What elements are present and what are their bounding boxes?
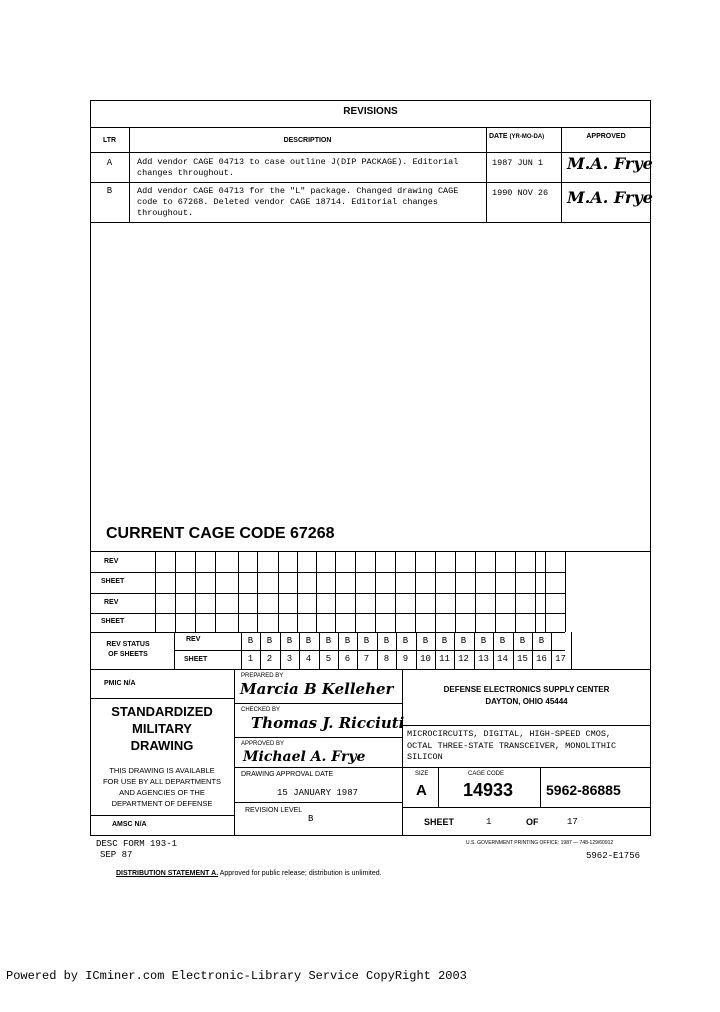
grid-column-line (335, 551, 336, 632)
divider (90, 152, 651, 153)
grid-column-line (375, 551, 376, 632)
grid-column-line (215, 551, 216, 632)
size-value: A (416, 782, 427, 799)
drawing-number: 5962-86885 (546, 782, 621, 798)
status-rev-cell: B (266, 636, 273, 646)
prepared-by-label: PREPARED BY (241, 673, 284, 679)
status-sheet-cell: 6 (344, 654, 351, 664)
status-sheet-cell: 12 (458, 654, 469, 664)
grid-column-line (495, 551, 496, 632)
grid-rev-label: REV (104, 599, 119, 606)
status-rev-cell: B (480, 636, 487, 646)
divider (234, 802, 402, 803)
rev-date: 1987 JUN 1 (492, 158, 544, 168)
divider (486, 127, 487, 222)
grid-column-line (515, 551, 516, 632)
divider (90, 698, 234, 699)
divider (90, 127, 651, 128)
status-sheet-cell: 3 (286, 654, 293, 664)
approval-date-label: DRAWING APPROVAL DATE (241, 771, 334, 778)
grid-column-line (435, 551, 436, 632)
gpo-notice: U.S. GOVERNMENT PRINTING OFFICE: 1987 — 748-129/60912 (466, 840, 614, 846)
status-rev-cell: B (247, 636, 254, 646)
status-rev-cell: B (286, 636, 293, 646)
status-sheet-cell: 5 (325, 654, 332, 664)
status-column-line (571, 632, 572, 669)
grid-column-line (175, 551, 176, 632)
sheet-number: 1 (486, 817, 492, 827)
status-rev-cell: B (305, 636, 312, 646)
grid-column-line (455, 551, 456, 632)
status-rev-cell: B (538, 636, 545, 646)
grid-rev-label: REV (104, 558, 119, 565)
status-sheet-cell: 7 (363, 654, 370, 664)
status-rev-cell: B (499, 636, 506, 646)
grid-column-line (535, 551, 536, 632)
approved-by-signature: Michael A. Frye (243, 749, 366, 765)
status-sheet-cell: 16 (536, 654, 547, 664)
col-approved: APPROVED (586, 133, 626, 140)
status-sheet-cell: 4 (305, 654, 312, 664)
cage-code-label: CAGE CODE (468, 771, 505, 777)
status-rev-cell: B (441, 636, 448, 646)
status-sheet-cell: 13 (478, 654, 489, 664)
divider (90, 669, 651, 670)
grid-sheet-label: SHEET (101, 578, 125, 585)
sheet-label: SHEET (424, 817, 455, 827)
divider (438, 767, 439, 807)
rev-approved-signature: M.A. Frye (567, 188, 653, 207)
status-sheet-cell: 2 (266, 654, 273, 664)
status-rev-cell: B (422, 636, 429, 646)
rev-description: Add vendor CAGE 04713 for the "L" package. Changed drawing CAGE code to 67268. Deleted vendor CAGE 18714. Editorial changes throughout. (137, 186, 459, 218)
grid-column-line (565, 551, 566, 632)
status-rev-cell: B (325, 636, 332, 646)
divider (90, 572, 565, 573)
divider (234, 703, 402, 704)
status-sheet-row (241, 650, 571, 669)
grid-column-line (238, 551, 239, 632)
grid-column-line (195, 551, 196, 632)
divider (402, 767, 403, 836)
amsc: AMSC N/A (112, 821, 147, 828)
rev-approved-signature: M.A. Frye (567, 154, 653, 173)
divider (174, 632, 175, 669)
status-rev-label: REV (186, 636, 201, 643)
grid-column-line (278, 551, 279, 632)
center-address: DAYTON, OHIO 45444 (485, 697, 568, 706)
grid-column-line (316, 551, 317, 632)
current-cage-code: CURRENT CAGE CODE 67268 (106, 525, 335, 542)
sheet-total: 17 (567, 817, 578, 827)
divider (90, 815, 234, 816)
drawing-title: MICROCIRCUITS, DIGITAL, HIGH-SPEED CMOS, OCTAL THREE-STATE TRANSCEIVER, MONOLITHIC SILICON (407, 729, 617, 762)
pmic: PMIC N/A (104, 680, 136, 687)
status-sheet-cell: 1 (247, 654, 254, 664)
status-rev-cell: B (344, 636, 351, 646)
status-sheet-cell: 14 (497, 654, 508, 664)
size-label: SIZE (415, 771, 429, 777)
col-description: DESCRIPTION (283, 137, 332, 144)
status-sheet-cell: 9 (402, 654, 409, 664)
status-sheet-cell: 11 (439, 654, 450, 664)
status-rev-cell: B (519, 636, 526, 646)
status-rev-cell: B (363, 636, 370, 646)
col-date-sub: (YR-MO-DA) (509, 134, 545, 140)
status-rev-cell: B (460, 636, 467, 646)
grid-column-line (297, 551, 298, 632)
center-name: DEFENSE ELECTRONICS SUPPLY CENTER (443, 685, 610, 694)
divider (561, 127, 562, 222)
revisions-title: REVISIONS (343, 106, 398, 117)
grid-column-line (395, 551, 396, 632)
divider (234, 767, 651, 768)
approved-by-label: APPROVED BY (241, 741, 285, 747)
status-sheet-cell: 8 (383, 654, 390, 664)
status-sheet-cell: 17 (555, 654, 566, 664)
checked-by-signature: Thomas J. Ricciuti (251, 714, 405, 732)
grid-column-line (545, 551, 546, 632)
divider (90, 593, 565, 594)
availability-notice: THIS DRAWING IS AVAILABLE FOR USE BY ALL DEPARTMENTS AND AGENCIES OF THE DEPARTMENT OF DEFENSE (102, 766, 222, 808)
approval-date: 15 JANUARY 1987 (277, 788, 359, 798)
rev-status-label: REV STATUS OF SHEETS (106, 641, 150, 658)
distribution-statement (116, 870, 382, 877)
status-rev-row (241, 632, 571, 650)
col-ltr: LTR (102, 137, 117, 144)
status-sheet-label: SHEET (184, 656, 208, 663)
powered-by: Powered by ICminer.com Electronic-Library Service CopyRight 2003 (6, 969, 467, 983)
form-number: DESC FORM 193-1 (96, 839, 178, 849)
grid-column-line (155, 551, 156, 632)
status-sheet-cell: 10 (420, 654, 431, 664)
cage-code-value: 14933 (463, 780, 514, 800)
revision-level-label: REVISION LEVEL (245, 807, 303, 814)
grid-column-line (415, 551, 416, 632)
of-label: OF (526, 817, 539, 827)
divider (90, 613, 565, 614)
rev-ltr: B (106, 186, 113, 196)
status-sheet-cell: 15 (517, 654, 528, 664)
col-date (489, 133, 561, 140)
standardized-military-drawing: STANDARDIZED MILITARY DRAWING (111, 704, 213, 753)
divider (402, 807, 651, 808)
col-date-label: DATE (489, 133, 508, 140)
revision-level: B (308, 814, 314, 824)
divider (90, 182, 651, 183)
divider (234, 669, 235, 836)
grid-column-line (257, 551, 258, 632)
form-date: SEP 87 (100, 850, 133, 860)
rev-ltr: A (106, 158, 113, 168)
status-rev-cell: B (383, 636, 390, 646)
rev-date: 1990 NOV 26 (492, 188, 549, 198)
grid-sheet-label: SHEET (101, 618, 125, 625)
rev-description: Add vendor CAGE 04713 to case outline J(DIP PACKAGE). Editorial changes throughout. (137, 157, 459, 178)
doc-code: 5962-E1756 (586, 851, 641, 861)
grid-column-line (355, 551, 356, 632)
divider (402, 725, 651, 726)
divider (540, 767, 541, 807)
divider (234, 737, 402, 738)
prepared-by-signature: Marcia B Kelleher (240, 680, 394, 698)
divider (90, 222, 651, 223)
status-rev-cell: B (402, 636, 409, 646)
checked-by-label: CHECKED BY (241, 707, 281, 713)
distribution-text: Approved for public release; distribution is unlimited. (219, 870, 382, 877)
grid-column-line (475, 551, 476, 632)
distribution-label: DISTRIBUTION STATEMENT A. (116, 870, 219, 877)
